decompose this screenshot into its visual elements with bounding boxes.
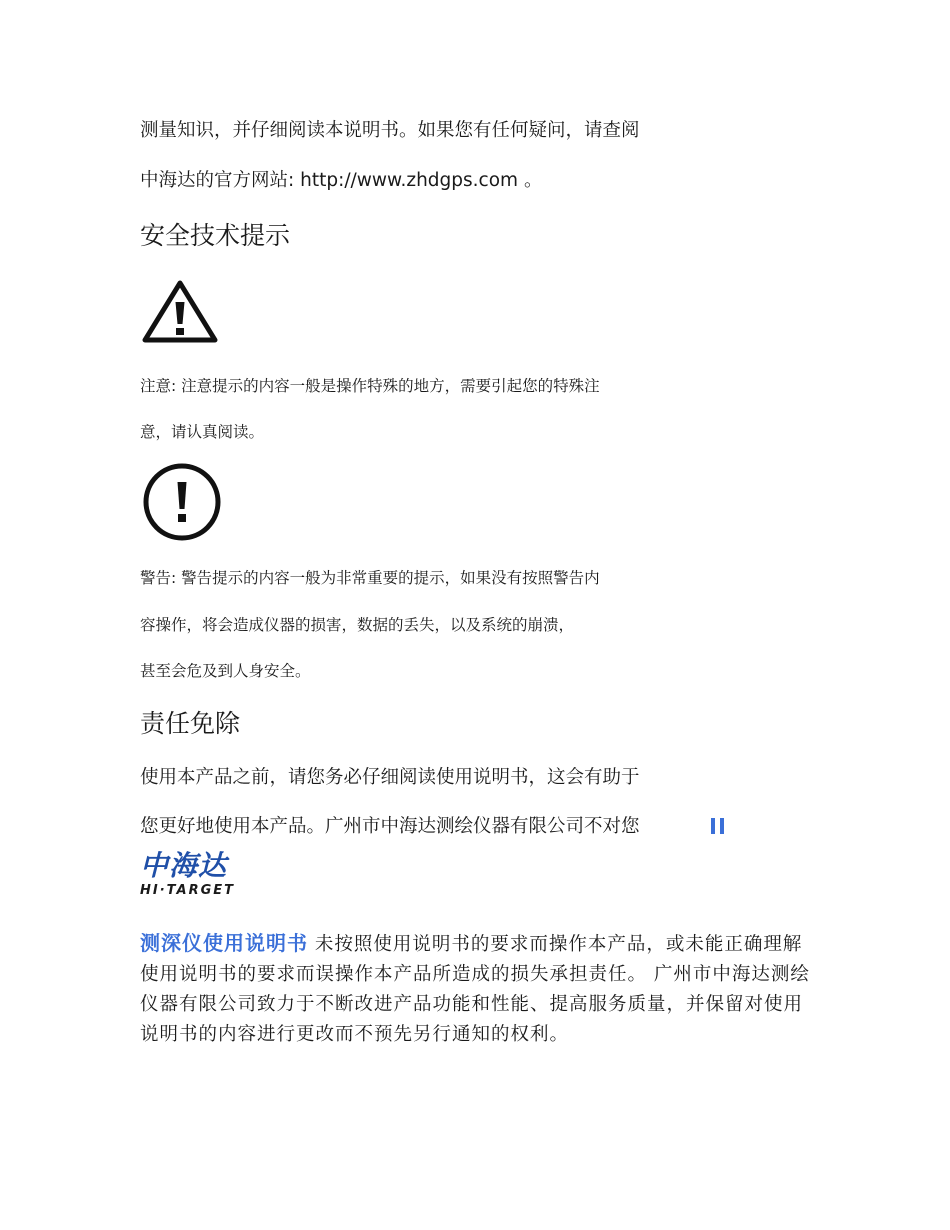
caution-line-1: 注意: 注意提示的内容一般是操作特殊的地方，需要引起您的特殊注 — [140, 377, 600, 395]
disclaimer-paragraph — [140, 928, 812, 1050]
disclaimer-paragraph-text: 未按照使用说明书的要求而操作本产品，或未能正确理解使用说明书的要求而误操作本产品所造成的损失承担责任。 广州市中海达测绘仪器有限公司致力于不断改进产品功能和性能、提高服务质量，并保留对使用说明书的内容进行更改而不预先另行通知的权利。 — [140, 934, 810, 1045]
safety-heading: 安全技术提示 — [140, 221, 291, 250]
caution-line-2: 意，请认真阅读。 — [140, 423, 265, 441]
disclaimer-line-1: 使用本产品之前，请您务必仔细阅读使用说明书，这会有助于 — [140, 767, 640, 788]
disclaimer-heading: 责任免除 — [140, 709, 241, 738]
logo-cn-text: 中海达 — [140, 849, 228, 882]
warning-triangle-icon — [140, 278, 220, 346]
logo-en-text: HI·TARGET — [140, 883, 236, 898]
warning-line-1: 警告: 警告提示的内容一般为非常重要的提示，如果没有按照警告内 — [140, 569, 600, 587]
intro-line-1: 测量知识，并仔细阅读本说明书。如果您有任何疑问，请查阅 — [140, 120, 640, 141]
intro-line-2: 中海达的官方网站: http://www.zhdgps.com 。 — [140, 170, 543, 191]
warning-line-2: 容操作，将会造成仪器的损害，数据的丢失，以及系统的崩溃， — [140, 616, 575, 634]
pause-bars-icon — [709, 817, 727, 835]
exclamation-circle-icon — [140, 460, 224, 544]
disclaimer-line-2: 您更好地使用本产品。广州市中海达测绘仪器有限公司不对您 — [140, 816, 640, 837]
hi-target-logo — [140, 849, 272, 902]
warning-line-3: 甚至会危及到人身安全。 — [140, 662, 311, 680]
manual-title: 测深仪使用说明书 — [140, 931, 308, 955]
